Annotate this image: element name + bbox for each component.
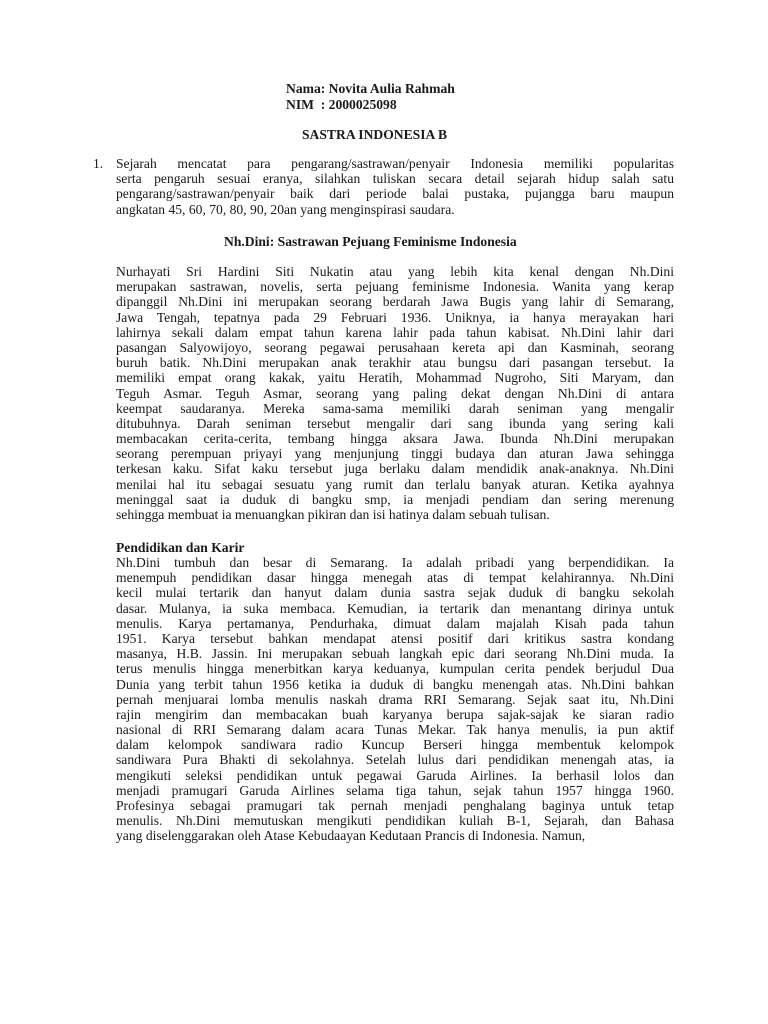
paragraph-line: menulis. Karya pertamanya, Pendurhaka, dimuat dalam majalah Kisah pada tahun [116,615,674,631]
paragraph-line: buruh batik. Nh.Dini merupakan anak terakhir atau bungsu dari pasangan tersebut. Ia [116,355,674,371]
paragraph-line: terus menulis hingga menerbitkan karya keduanya, kumpulan cerita pendek berjudul Dua [116,661,674,677]
paragraph-line: dalam kelompok sandiwara radio Kuncup Berseri hingga membentuk kelompok [116,737,674,753]
question-line: Sejarah mencatat para pengarang/sastrawan/penyair Indonesia memiliki popularitas [116,156,674,171]
question-number: 1. [93,156,104,171]
paragraph-line: menempuh pendidikan dasar hingga menegah atas di tempat kelahirannya. Nh.Dini [116,570,674,586]
paragraph-line: pernah menjuarai lomba menulis naskah drama RRI Semarang. Sejak saat itu, Nh.Dini [116,691,674,707]
question-line: serta pengaruh sesuai eranya, silahkan tuliskan secara detail sejarah hidup salah satu [116,171,674,187]
paragraph-line: Dunia yang terbit tahun 1956 ketika ia duduk di bangku menengah atas. Nh.Dini bahkan [116,676,674,692]
paragraph-line: Nurhayati Sri Hardini Siti Nukatin atau yang lebih kita kenal dengan Nh.Dini [116,264,674,279]
paragraph-line: memiliki empat orang kakak, yaitu Heratih, Mohammad Nugroho, Siti Maryam, dan [116,370,674,386]
paragraph-line: mengikuti seleksi pendidikan untuk pegawai Garuda Airlines. Ia berhasil lolos dan [116,767,674,783]
paragraph-line: sehingga membuat ia menuangkan pikiran dan isi hatinya dalam sebuah tulisan. [116,507,550,522]
course-title: SASTRA INDONESIA B [302,127,448,142]
paragraph-line: Teguh Asmar. Teguh Asmar, seorang yang paling dekat dengan Nh.Dini di antara [116,385,674,401]
article-title: Nh.Dini: Sastrawan Pejuang Feminisme Indonesia [224,234,517,249]
question-line: pengarang/sastrawan/penyair baik dari periode balai pustaka, pujangga baru maupun [116,186,674,202]
paragraph-line: meninggal saat ia duduk di bangku smp, ia menjadi pendiam dan sering merenung [116,491,674,507]
paragraph-line: menjadi pramugari Garuda Airlines selama tiga tahun, sejak tahun 1957 hingga 1960. [116,782,674,798]
paragraph-biography [116,264,674,522]
question-text [116,156,674,217]
paragraph-line: merupakan sastrawan, novelis, serta pejuang feminisme Indonesia. Wanita yang kerap [116,279,674,295]
paragraph-line: membacakan cerita-cerita, tembang hingga aksara Jawa. Ibunda Nh.Dini merupakan [116,431,674,447]
paragraph-line: masanya, H.B. Jassin. Ini merupakan sebuah langkah epic dari seorang Nh.Dini muda. Ia [116,646,674,662]
paragraph-line: Nh.Dini tumbuh dan besar di Semarang. Ia adalah pribadi yang berpendidikan. Ia [116,555,674,570]
paragraph-line: 1951. Karya tersebut bahkan mendapat atensi positif dari kritikus sastra kondang [116,630,674,646]
paragraph-education-career [116,555,674,844]
paragraph-line: dipanggil Nh.Dini ini merupakan seorang berdarah Jawa Bugis yang lahir di Semarang, [116,294,674,310]
paragraph-line: Jawa Tengah, tepatnya pada 29 Februari 1936. Uniknya, ia hanya merayakan hari [116,309,674,325]
section-heading: Pendidikan dan Karir [116,540,245,555]
paragraph-line: seorang perempuan priyayi yang menjunjung tinggi budaya dan aturan Jawa sehingga [116,446,674,462]
paragraph-line: lahirnya sekali dalam empat tahun karena lahir pada tahun kabisat. Nh.Dini lahir dari [116,324,674,340]
question-line: angkatan 45, 60, 70, 80, 90, 20an yang menginspirasi saudara. [116,201,455,217]
paragraph-line: sandiwara Pura Bhakti di sekolahnya. Setelah lulus dari pendidikan menengah atas, ia [116,752,674,768]
paragraph-line: Profesinya sebagai pramugari tak pernah menjadi penghalang baginya untuk tetap [116,798,674,813]
paragraph-line: ditubuhnya. Darah seniman tersebut mengalir dari sang ibunda yang sering kali [116,415,674,431]
paragraph-line: keempat saudaranya. Mereka sama-sama memiliki darah seniman yang mengalir [116,400,674,416]
paragraph-line: menulis. Nh.Dini memutuskan mengikuti pendidikan kuliah B-1, Sejarah, dan Bahasa [116,813,674,829]
paragraph-line: pasangan Salyowijoyo, seorang pegawai perusahaan kereta api dan Kasminah, seorang [116,339,674,355]
paragraph-line: kecil mulai tertarik dan hanyut dalam dunia sastra sejak duduk di bangku sekolah [116,585,674,601]
paragraph-line: yang diselenggarakan oleh Atase Kebudaayan Kedutaan Prancis di Indonesia. Namun, [116,828,586,844]
paragraph-line: menilai hal itu sebagai sesuatu yang rumit dan terlalu banyak aturan. Ketika ayahnya [116,476,674,492]
paragraph-line: rajin mengirim dan membacakan buah karyanya berupa sajak-sajak ke siaran radio [116,706,674,722]
paragraph-line: nasional di RRI Semarang dalam acara Tunas Mekar. Tak hanya menulis, ia pun aktif [116,722,674,738]
paragraph-line: terkesan kaku. Sifat kaku tersebut juga berlaku dalam mendidik anak-anaknya. Nh.Dini [116,461,674,477]
student-name: Nama: Novita Aulia Rahmah [286,81,455,96]
student-nim: NIM : 2000025098 [286,97,397,112]
paragraph-line: dasar. Mulanya, ia suka membaca. Kemudian, ia tertarik dan menantang dirinya untuk [116,600,674,616]
